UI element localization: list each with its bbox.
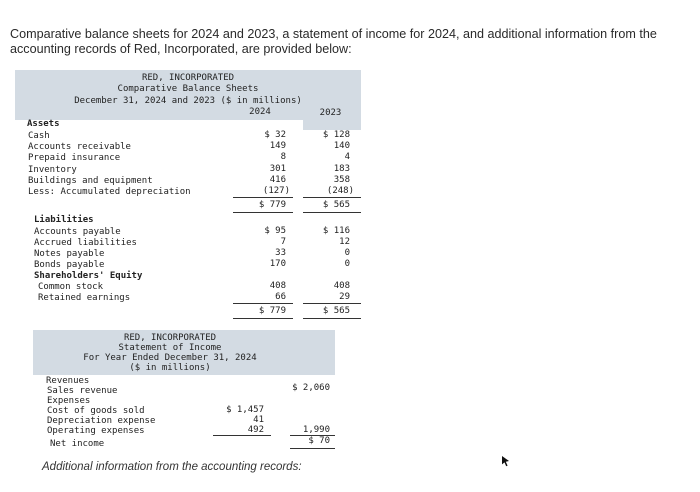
assets-total-2023: $ 565: [322, 200, 350, 210]
mouse-pointer-icon: [501, 454, 511, 472]
equity-label: Common stock: [38, 282, 104, 292]
income-period: For Year Ended December 31, 2024: [83, 353, 257, 363]
equity-label: Retained earnings: [38, 293, 131, 303]
asset-2024: $ 32: [264, 130, 286, 140]
balance-title: Comparative Balance Sheets: [117, 84, 259, 94]
asset-2023: 4: [344, 152, 350, 162]
expense-label: Operating expenses: [47, 426, 145, 436]
liability-label: Accounts payable: [34, 227, 121, 237]
col-2023-header: 2023: [319, 108, 342, 118]
assets-heading: Assets: [27, 119, 60, 129]
asset-label: Less: Accumulated depreciation: [28, 187, 191, 197]
expense-value: $ 1,457: [226, 405, 264, 415]
expenses-total-line: [213, 435, 271, 436]
intro-text: Comparative balance sheets for 2024 and 2023, a statement of income for 2024, and additional information from the accounting records of Red, Incorporated, are provided below:: [10, 27, 657, 56]
asset-2024: (127): [262, 186, 290, 196]
liability-2023: 0: [344, 248, 350, 258]
asset-2024: 416: [269, 175, 286, 185]
expenses-total: 1,990: [302, 425, 330, 435]
liability-2024: 7: [280, 237, 286, 247]
balance-company: RED, INCORPORATED: [141, 73, 235, 83]
assets-subtotal-line-2024: [233, 197, 293, 198]
liability-label: Notes payable: [34, 249, 105, 259]
equity-2024: 66: [275, 292, 286, 302]
expense-value: 41: [253, 415, 264, 425]
expense-label: Depreciation expense: [47, 416, 156, 426]
asset-2023: $ 128: [322, 130, 350, 140]
equity-2023: 29: [339, 292, 350, 302]
equity-2023: 408: [333, 281, 350, 291]
additional-info-label: Additional information from the accounting records:: [42, 461, 302, 473]
le-subtotal-line-2024: [233, 303, 293, 304]
le-total-line-2023: [303, 318, 361, 319]
asset-2024: 301: [269, 164, 286, 174]
balance-col-band: [303, 120, 361, 130]
assets-total-line-2024: [233, 212, 293, 213]
asset-2023: 358: [333, 175, 350, 185]
liability-2024: $ 95: [264, 226, 286, 236]
net-income-label: Net income: [50, 439, 105, 449]
asset-2024: 149: [269, 141, 286, 151]
asset-2023: 140: [333, 141, 350, 151]
asset-label: Cash: [28, 131, 50, 141]
expense-label: Cost of goods sold: [47, 406, 145, 416]
net-income-value: $ 70: [308, 436, 330, 446]
assets-total-2024: $ 779: [258, 200, 286, 210]
liability-2024: 33: [275, 248, 286, 258]
le-total-2024: $ 779: [258, 306, 286, 316]
assets-total-line-2023: [303, 212, 361, 213]
assets-subtotal-line-2023: [303, 197, 361, 198]
asset-2023: (248): [326, 186, 354, 196]
income-units: ($ in millions): [129, 363, 211, 373]
expenses-heading: Expenses: [47, 396, 91, 406]
liability-2023: $ 116: [322, 226, 350, 236]
liability-2023: 12: [339, 237, 350, 247]
asset-2023: 183: [333, 164, 350, 174]
liability-2023: 0: [344, 259, 350, 269]
col-2024-header: 2024: [249, 107, 271, 117]
net-income-line: [290, 448, 335, 449]
liability-label: Bonds payable: [34, 260, 105, 270]
le-total-2023: $ 565: [322, 306, 350, 316]
liability-2024: 170: [269, 259, 286, 269]
liabilities-heading: Liabilities: [34, 215, 94, 225]
income-company: RED, INCORPORATED: [123, 333, 217, 343]
sales-label: Sales revenue: [47, 386, 118, 396]
revenues-heading: Revenues: [46, 376, 90, 386]
le-subtotal-line-2023: [303, 303, 361, 304]
le-total-line-2024: [233, 318, 293, 319]
asset-label: Inventory: [28, 165, 77, 175]
asset-2024: 8: [280, 152, 286, 162]
asset-label: Prepaid insurance: [28, 153, 121, 163]
income-title: Statement of Income: [118, 343, 222, 353]
expense-value: 492: [247, 425, 264, 435]
asset-label: Accounts receivable: [28, 142, 131, 152]
liability-label: Accrued liabilities: [34, 238, 137, 248]
equity-heading: Shareholders' Equity: [34, 271, 143, 281]
asset-label: Buildings and equipment: [28, 176, 153, 186]
balance-date: December 31, 2024 and 2023 ($ in millions): [74, 96, 302, 106]
equity-2024: 408: [269, 281, 286, 291]
sales-value: $ 2,060: [292, 383, 330, 393]
